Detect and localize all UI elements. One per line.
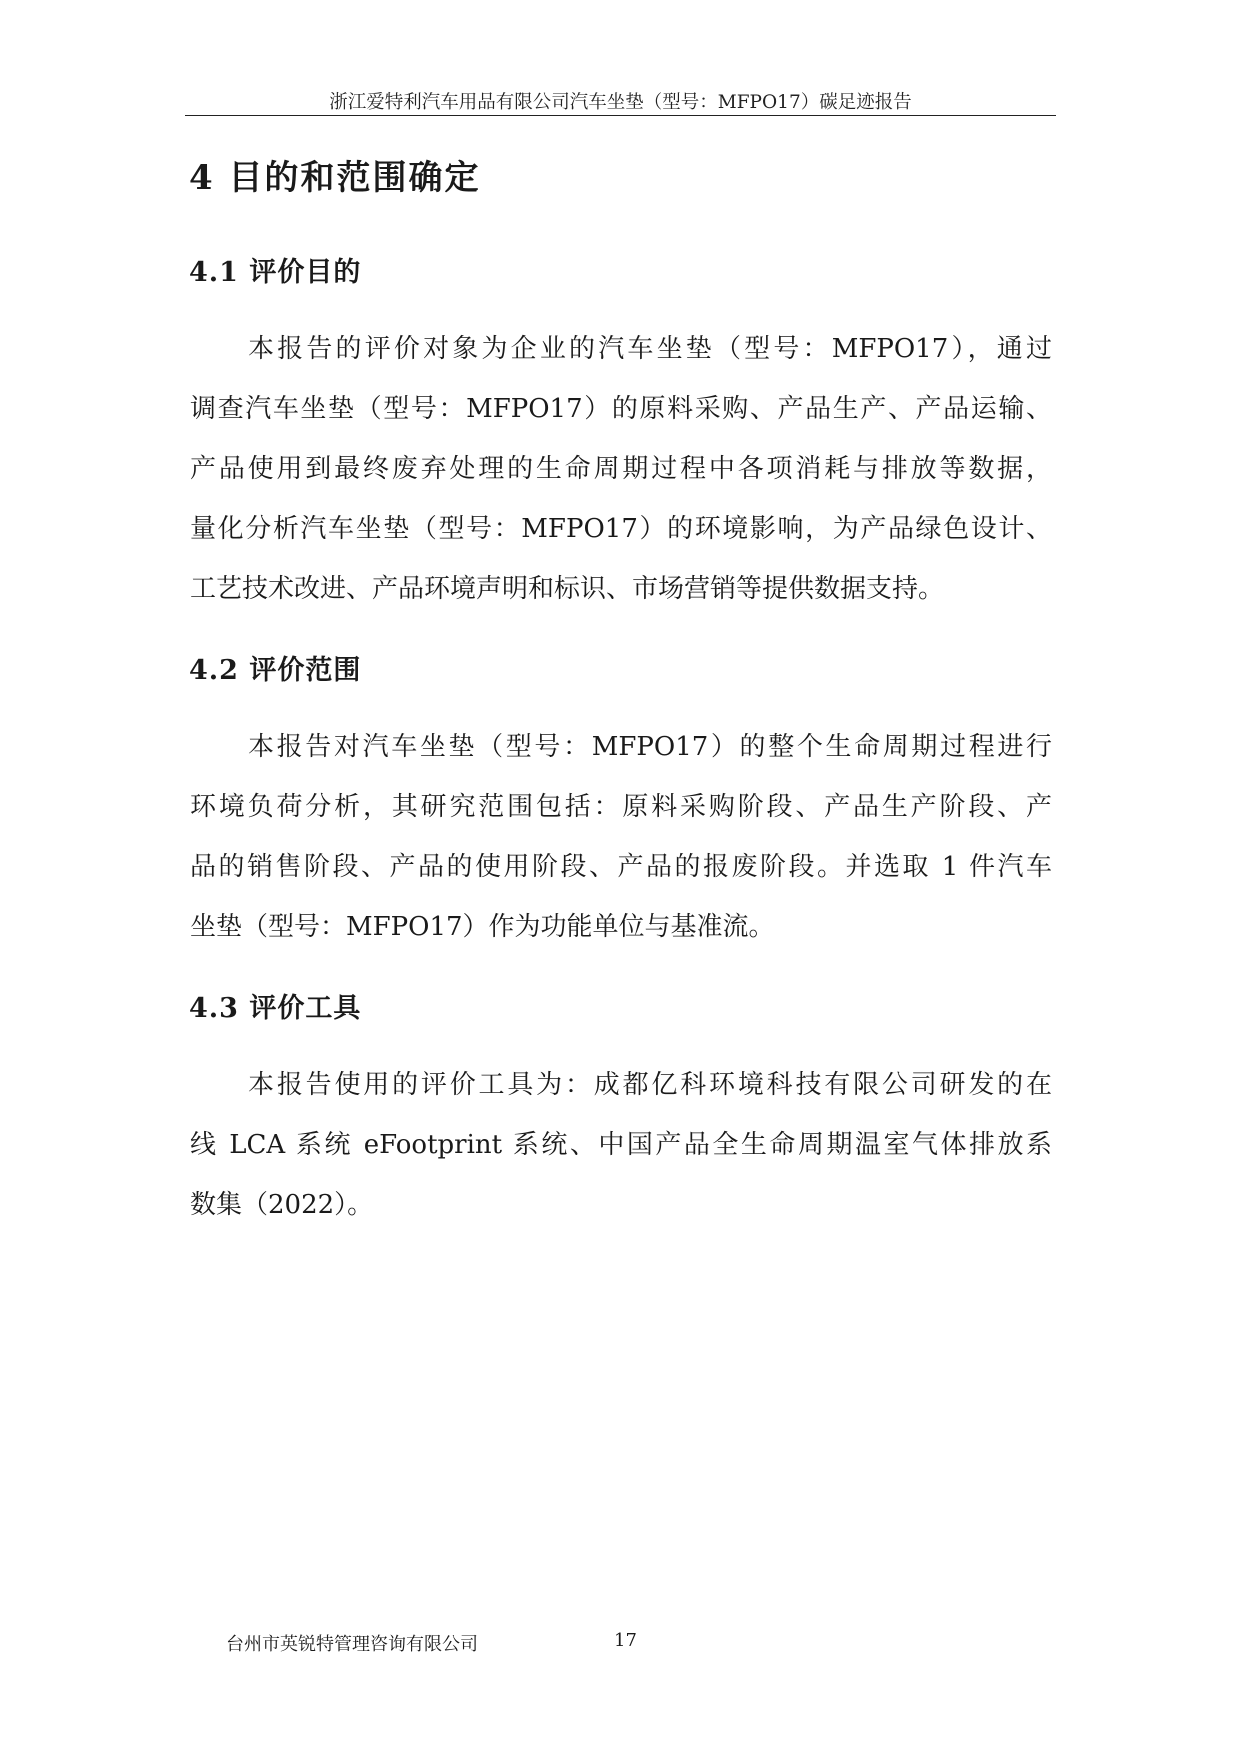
paragraph-line: 本报告的评价对象为企业的汽车坐垫（型号：MFPO17），通过 <box>248 334 1052 364</box>
chapter-title: 4 目的和范围确定 <box>189 158 481 198</box>
paragraph-line: 本报告对汽车坐垫（型号：MFPO17）的整个生命周期过程进行 <box>248 732 1052 762</box>
section-heading-4-1: 4.1 评价目的 <box>189 257 362 288</box>
paragraph-line: 产品使用到最终废弃处理的生命周期过程中各项消耗与排放等数据， <box>190 454 1052 484</box>
section-heading-4-2: 4.2 评价范围 <box>189 655 362 686</box>
running-header: 浙江爱特利汽车用品有限公司汽车坐垫（型号：MFPO17）碳足迹报告 <box>329 92 912 113</box>
paragraph-line: 品的销售阶段、产品的使用阶段、产品的报废阶段。并选取 1 件汽车 <box>190 852 1052 882</box>
footer-company: 台州市英锐特管理咨询有限公司 <box>226 1634 478 1655</box>
paragraph-line: 环境负荷分析，其研究范围包括：原料采购阶段、产品生产阶段、产 <box>190 792 1052 822</box>
header-divider <box>185 115 1056 116</box>
paragraph-line: 调查汽车坐垫（型号：MFPO17）的原料采购、产品生产、产品运输、 <box>190 394 1052 424</box>
paragraph-line: 工艺技术改进、产品环境声明和标识、市场营销等提供数据支持。 <box>190 574 945 604</box>
page-number: 17 <box>614 1630 637 1651</box>
paragraph-line: 数集（2022）。 <box>190 1190 374 1220</box>
paragraph-line: 坐垫（型号：MFPO17）作为功能单位与基准流。 <box>190 912 775 942</box>
section-heading-4-3: 4.3 评价工具 <box>189 993 362 1024</box>
paragraph-line: 本报告使用的评价工具为：成都亿科环境科技有限公司研发的在 <box>248 1070 1052 1100</box>
paragraph-line: 线 LCA 系统 eFootprint 系统、中国产品全生命周期温室气体排放系 <box>190 1130 1052 1160</box>
paragraph-line: 量化分析汽车坐垫（型号：MFPO17）的环境影响，为产品绿色设计、 <box>190 514 1052 544</box>
